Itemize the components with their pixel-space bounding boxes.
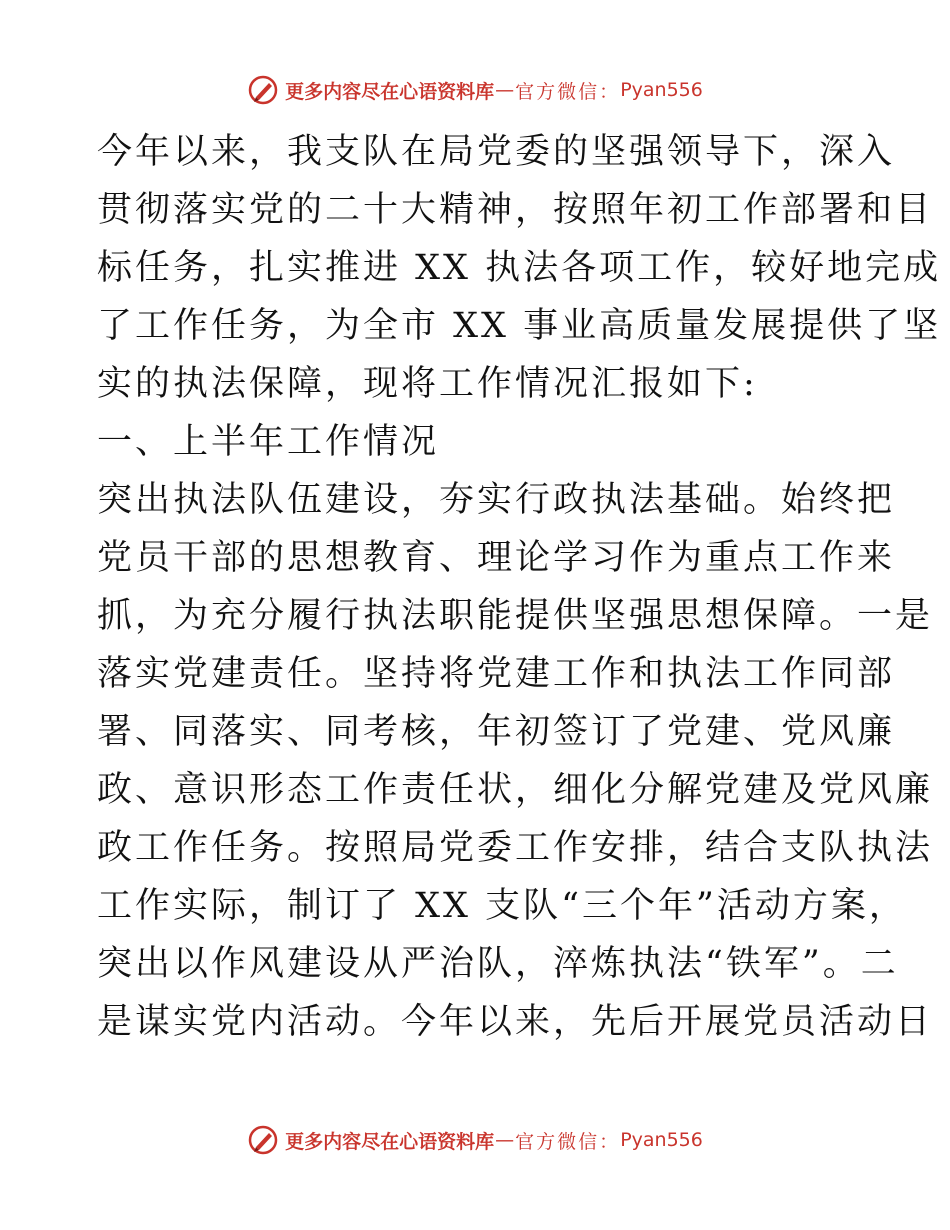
pen-logo-icon bbox=[247, 74, 279, 106]
text-line: 标任务，扎实推进 XX 执法各项工作，较好地完成 bbox=[97, 248, 942, 288]
text-line: 贯彻落实党的二十大精神，按照年初工作部署和目 bbox=[97, 190, 934, 230]
watermark-wechat-id: Pyan556 bbox=[620, 79, 703, 101]
paragraph-body bbox=[97, 471, 934, 1051]
text-line: 了工作任务，为全市 XX 事业高质量发展提供了坚 bbox=[97, 306, 942, 346]
watermark-text: 更多内容尽在心语资料库 bbox=[285, 1130, 495, 1153]
text-line: 抓，为充分履行执法职能提供坚强思想保障。一是 bbox=[97, 596, 934, 636]
document-body bbox=[97, 123, 942, 1051]
text-line: 突出执法队伍建设，夯实行政执法基础。始终把 bbox=[97, 480, 896, 520]
watermark-dash: — bbox=[495, 79, 515, 101]
section-heading bbox=[97, 413, 857, 471]
watermark-text: 更多内容尽在心语资料库 bbox=[285, 80, 495, 103]
text-line: 突出以作风建设从严治队，淬炼执法“铁军”。二 bbox=[97, 944, 899, 984]
text-line: 署、同落实、同考核，年初签订了党建、党风廉 bbox=[97, 712, 896, 752]
text-line: 是谋实党内活动。今年以来，先后开展党员活动日 bbox=[97, 1002, 934, 1042]
header-watermark-banner bbox=[0, 70, 950, 110]
text-line: 党员干部的思想教育、理论学习作为重点工作来 bbox=[97, 538, 896, 578]
paragraph-intro bbox=[97, 123, 942, 413]
text-line: 今年以来，我支队在局党委的坚强领导下，深入 bbox=[97, 132, 896, 172]
footer-watermark-banner bbox=[0, 1120, 950, 1160]
text-line: 政工作任务。按照局党委工作安排，结合支队执法 bbox=[97, 828, 934, 868]
text-line: 政、意识形态工作责任状，细化分解党建及党风廉 bbox=[97, 770, 934, 810]
pen-logo-icon bbox=[247, 1124, 279, 1156]
watermark-official-label: 官方微信： bbox=[515, 1130, 621, 1153]
watermark-official-label: 官方微信： bbox=[515, 80, 621, 103]
text-line: 实的执法保障，现将工作情况汇报如下: bbox=[97, 364, 758, 404]
heading-line: 一、上半年工作情况 bbox=[97, 422, 440, 462]
text-line: 落实党建责任。坚持将党建工作和执法工作同部 bbox=[97, 654, 896, 694]
watermark-wechat-id: Pyan556 bbox=[620, 1129, 703, 1151]
text-line: 工作实际，制订了 XX 支队“三个年”活动方案， bbox=[97, 886, 907, 926]
watermark-dash: — bbox=[495, 1129, 515, 1151]
